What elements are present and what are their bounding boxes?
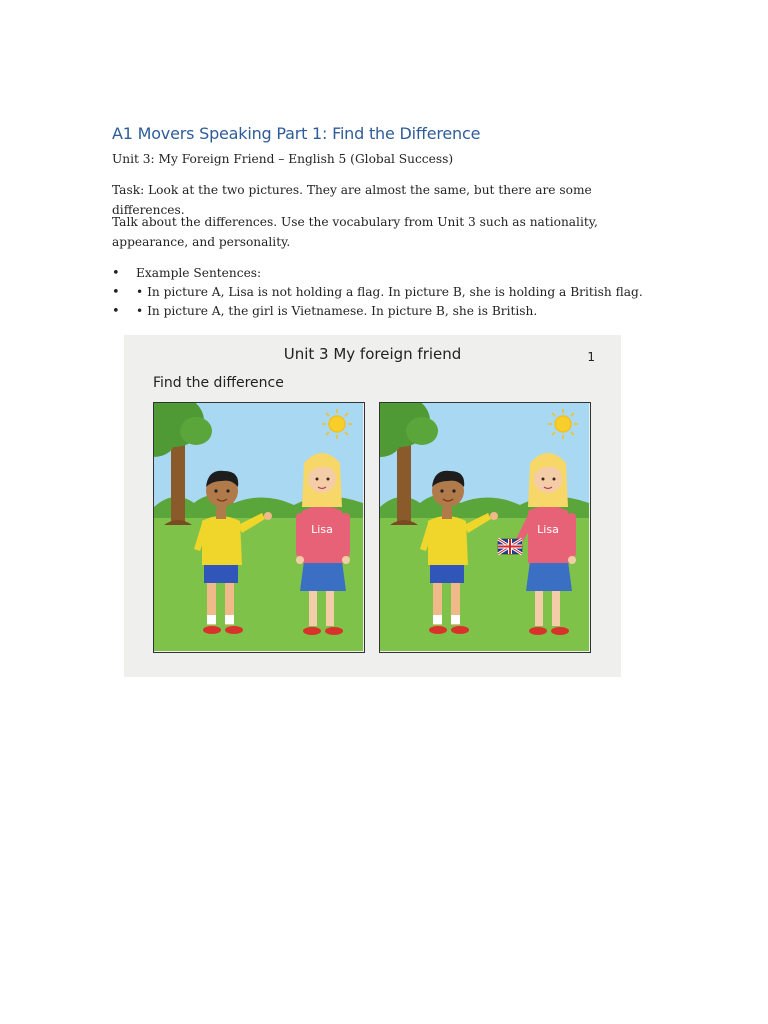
document-subtitle: Unit 3: My Foreign Friend – English 5 (Global Success) <box>112 152 454 166</box>
bullet-icon: • <box>112 285 120 300</box>
figure-subtitle: Find the difference <box>153 375 284 391</box>
figure-title: Unit 3 My foreign friend <box>283 345 462 363</box>
bullet-icon: • <box>112 266 120 281</box>
picture-b <box>379 402 591 653</box>
british-flag-icon <box>498 539 522 554</box>
figure-page-number: 1 <box>587 350 595 364</box>
list-item: • • In picture A, the girl is Vietnamese. In picture B, she is British. <box>112 304 538 319</box>
bullet-icon: • <box>112 304 120 319</box>
shirt-name-label: Lisa <box>311 523 333 536</box>
instruction-text: Talk about the differences. Use the vocabulary from Unit 3 such as nationality, appearance, and personality. <box>112 215 598 249</box>
picture-a <box>153 402 365 653</box>
document-heading: A1 Movers Speaking Part 1: Find the Difference <box>112 124 481 143</box>
worksheet-image <box>124 335 621 677</box>
example-list <box>112 264 672 321</box>
list-item: • Example Sentences: <box>112 266 262 281</box>
task-text: Task: Look at the two pictures. They are almost the same, but there are some differences. <box>112 183 592 217</box>
shirt-name-label: Lisa <box>537 523 559 536</box>
list-item: • • In picture A, Lisa is not holding a flag. In picture B, she is holding a British flag. <box>112 285 643 300</box>
